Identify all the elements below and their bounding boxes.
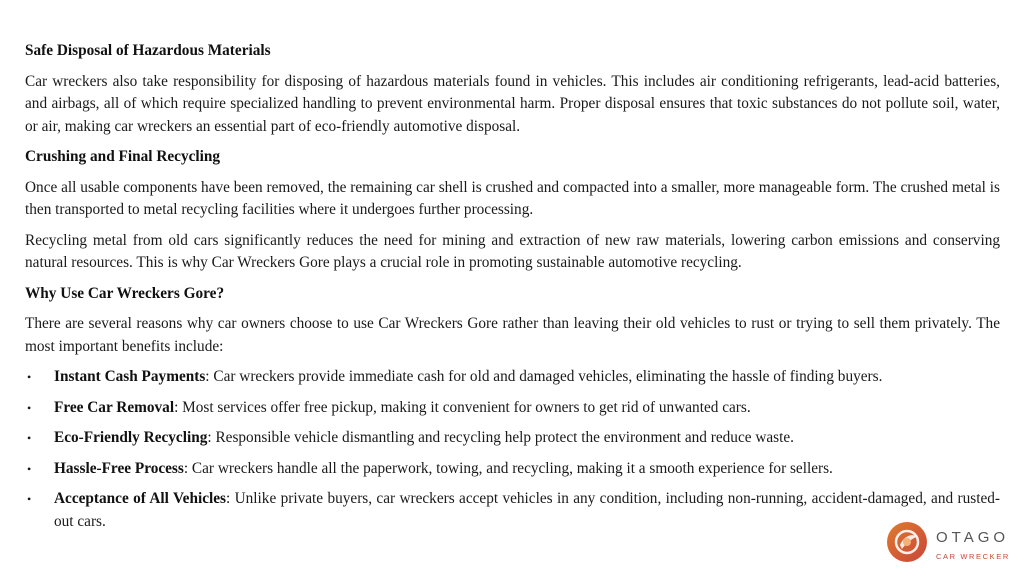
- bullet-icon: •: [27, 461, 32, 476]
- list-item: [25, 366, 1000, 389]
- benefit-text: : Unlike private buyers, car wreckers accept vehicles in any condition, including non-running, accident-damaged, and rusted-out cars.: [54, 490, 1000, 530]
- bullet-icon: •: [27, 492, 32, 506]
- section-heading-why: Why Use Car Wreckers Gore?: [25, 284, 225, 302]
- paragraph-crushing-2: Recycling metal from old cars significantly reduces the need for mining and extraction of new raw materials, lowering carbon emissions and conserving natural resources. This is why Car Wreckers Gore plays a crucial role in promoting sustainable automotive recycling.: [25, 231, 1000, 271]
- benefit-term: Free Car Removal: [54, 398, 175, 416]
- benefit-term: Eco-Friendly Recycling: [54, 429, 208, 446]
- paragraph-crushing-1: Once all usable components have been removed, the remaining car shell is crushed and compacted into a smaller, more manageable form. The crushed metal is then transported to metal recycling facilities where it undergoes further processing.: [25, 178, 1000, 218]
- benefit-text: : Most services offer free pickup, making it convenient for owners to get rid of unwanted cars.: [174, 398, 751, 416]
- list-item: [25, 427, 1000, 450]
- logo-subtitle: CAR WRECKER: [936, 552, 1010, 561]
- benefit-text: : Car wreckers provide immediate cash for old and damaged vehicles, eliminating the hassle of finding buyers.: [205, 368, 883, 385]
- benefit-term: Acceptance of All Vehicles: [54, 490, 226, 507]
- list-item: [25, 488, 1000, 533]
- bullet-icon: •: [27, 370, 32, 384]
- paragraph-why-intro: There are several reasons why car owners choose to use Car Wreckers Gore rather than leaving their old vehicles to rust or trying to sell them privately. The most important benefits include:: [25, 315, 1000, 355]
- benefit-term: Hassle-Free Process: [54, 459, 184, 477]
- logo-wordmark: OTAGO: [936, 529, 1010, 546]
- list-item: [25, 458, 1000, 481]
- bullet-icon: •: [27, 400, 32, 415]
- benefits-list: [25, 366, 1000, 533]
- benefit-text: : Responsible vehicle dismantling and recycling help protect the environment and reduce waste.: [207, 429, 794, 446]
- company-logo: [886, 521, 1014, 563]
- benefit-text: : Car wreckers handle all the paperwork, towing, and recycling, making it a smooth experience for sellers.: [183, 459, 833, 477]
- section-heading-crushing: Crushing and Final Recycling: [25, 148, 221, 165]
- paragraph-hazardous: Car wreckers also take responsibility for disposing of hazardous materials found in vehicles. This includes air conditioning refrigerants, lead-acid batteries, and airbags, all of which require specialized handling to prevent environmental harm. Proper disposal ensures that toxic substances do not pollute soil, water, or air, making car wreckers an essential part of eco-friendly automotive disposal.: [25, 72, 1000, 135]
- list-item: [25, 397, 1000, 420]
- bullet-icon: •: [27, 431, 32, 445]
- benefit-term: Instant Cash Payments: [54, 368, 206, 385]
- logo-mark-icon: [886, 521, 928, 563]
- section-heading-hazardous: Safe Disposal of Hazardous Materials: [25, 42, 271, 59]
